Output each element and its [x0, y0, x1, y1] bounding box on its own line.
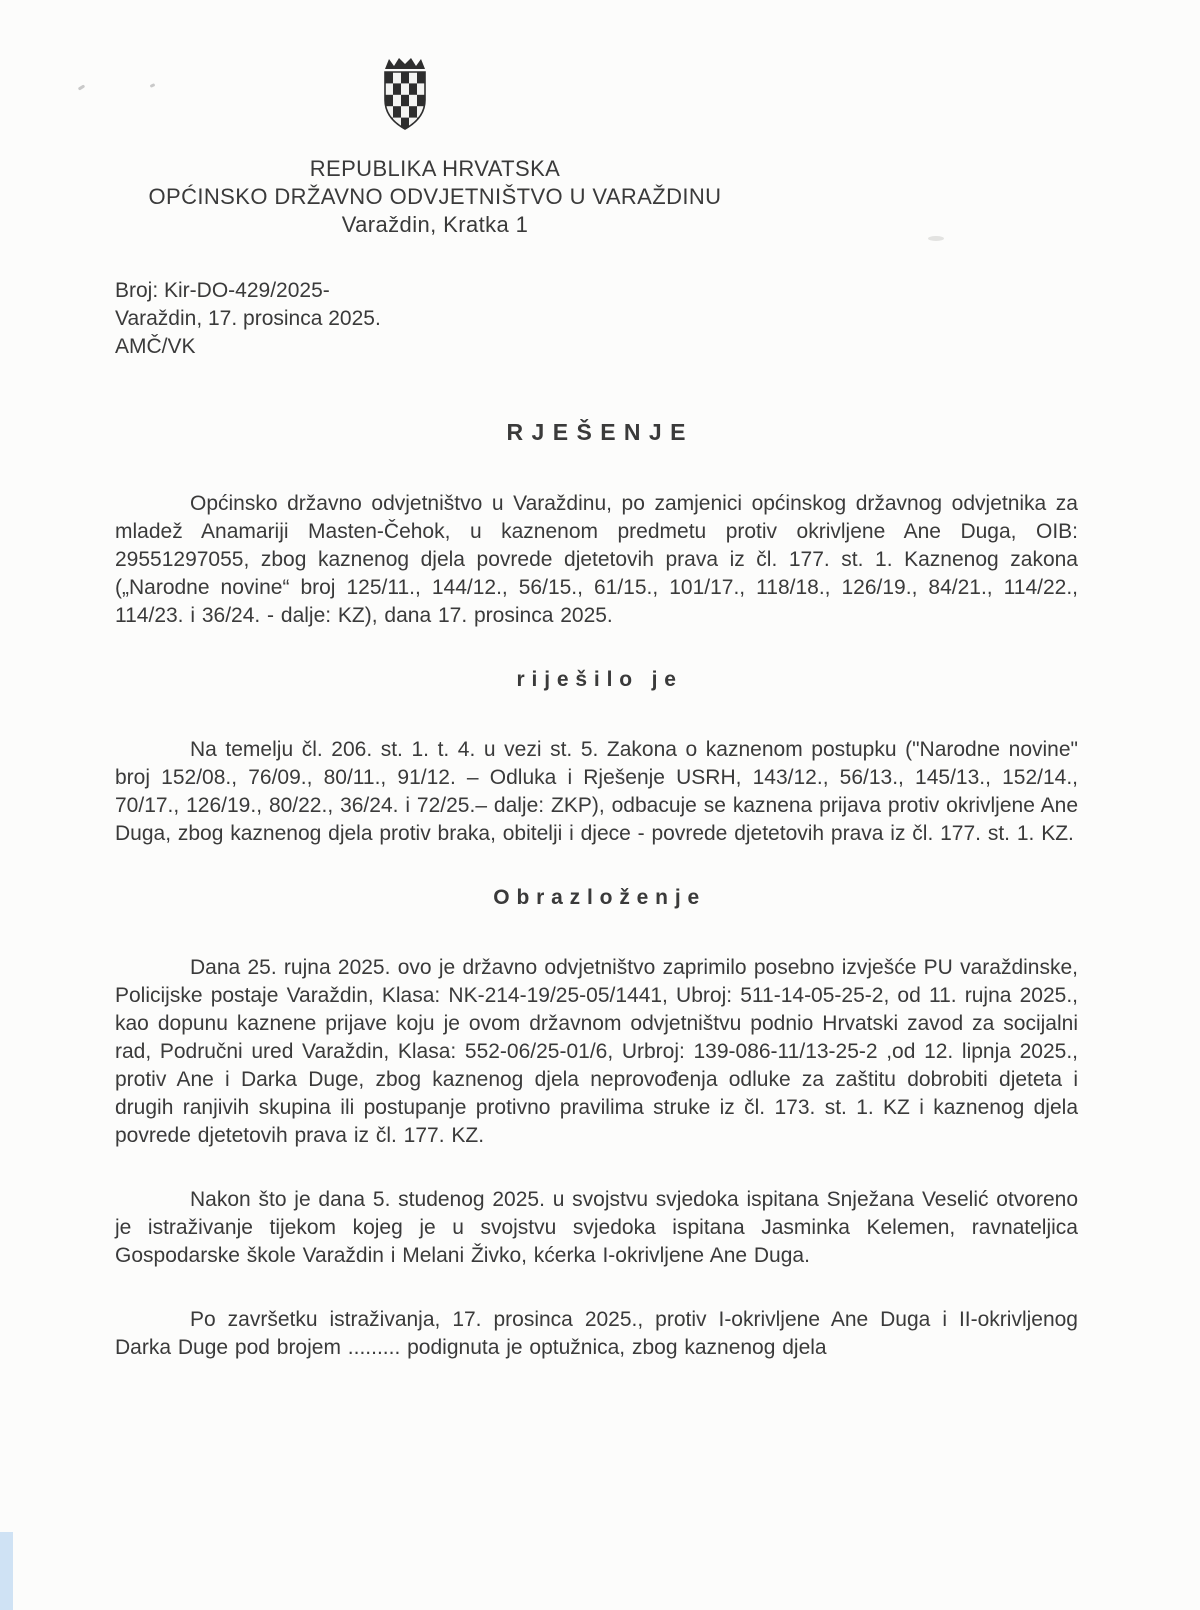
intro-paragraph: Općinsko državno odvjetništvo u Varaždinu, po zamjenici općinskog državnog odvjetnika za mladež Anamariji Masten-Čehok, u kaznenom predmetu protiv okrivljene Ane Duga, OIB: 29551297055, zbog kaznenog djela povrede djetetovih prava iz čl. 177. st. 1. Kaznenog zakona („Narodne novine“ broj 125/11., 144/12., 56/15., 61/15., 101/17., 118/18., 126/19., 84/21., 114/22., 114/23. i 36/24. - dalje: KZ), dana 17. prosinca 2025. [115, 492, 1078, 627]
explanation-heading: O b r a z l o ž e n j e [493, 886, 700, 909]
document-title: R J E Š E N J E [506, 419, 687, 445]
case-number: Broj: Kir-DO-429/2025- [115, 279, 330, 302]
explanation-paragraph-2: Nakon što je dana 5. studenog 2025. u svojstvu svjedoka ispitana Snježana Veselić otvoreno je istraživanje tijekom kojeg je u svojstvu svjedoka ispitana Jasminka Kelemen, ravnateljica Gospodarske škole Varaždin i Melani Živko, kćerka I-okrivljene Ane Duga. [115, 1188, 1078, 1267]
reference-block [115, 277, 1078, 361]
letterhead-office: OPĆINSKO DRŽAVNO ODVJETNIŠTVO U VARAŽDINU [148, 184, 722, 209]
scan-artifact-blue-bar [0, 1532, 13, 1610]
letterhead-country: REPUBLIKA HRVATSKA [309, 156, 561, 181]
place-and-date: Varaždin, 17. prosinca 2025. [115, 307, 381, 330]
explanation-paragraph-1: Dana 25. rujna 2025. ovo je državno odvjetništvo zaprimilo posebno izvješće PU varaždinske, Policijske postaje Varaždin, Klasa: NK-214-19/25-05/1441, Ubroj: 511-14-05-25-2, od 11. rujna 2025., kao dopunu kaznene prijave koju je ovom državnom odvjetništvu podnio Hrvatski zavod za socijalni rad, Područni ured Varaždin, Klasa: 552-06/25-01/6, Urbroj: 139-086-11/13-25-2 ,od 12. lipnja 2025., protiv Ane i Darka Duge, zbog kaznenog djela neprovođenja odluke za zaštitu dobrobiti djeteta i drugih ranjivih skupina ili postupanje protivno pravilima struke iz čl. 173. st. 1. KZ i kaznenog djela povrede djetetovih prava iz čl. 177. KZ. [115, 956, 1078, 1147]
operative-paragraph: Na temelju čl. 206. st. 1. t. 4. u vezi st. 5. Zakona o kaznenom postupku ("Narodne novine" broj 152/08., 76/09., 80/11., 91/12. – Odluka i Rješenje USRH, 143/12., 56/13., 145/13., 152/14., 70/17., 126/19., 80/22., 36/24. i 72/25.– dalje: ZKP), odbacuje se kaznena prijava protiv okrivljene Ane Duga, zbog kaznenog djela protiv braka, obitelji i djece - povrede djetetovih prava iz čl. 177. st. 1. KZ. [115, 738, 1078, 845]
author-initials: AMČ/VK [115, 335, 196, 358]
scan-artifact-smudge [928, 236, 944, 241]
explanation-paragraph-3: Po završetku istraživanja, 17. prosinca 2025., protiv I-okrivljene Ane Duga i II-okrivljenog Darka Duge pod brojem ......... podignuta je optužnica, zbog kaznenog djela [115, 1308, 1078, 1359]
croatian-coat-of-arms-icon [382, 56, 428, 141]
operative-heading: r i j e š i l o j e [516, 668, 677, 691]
letterhead-address: Varaždin, Kratka 1 [341, 212, 529, 237]
letterhead [115, 56, 755, 239]
